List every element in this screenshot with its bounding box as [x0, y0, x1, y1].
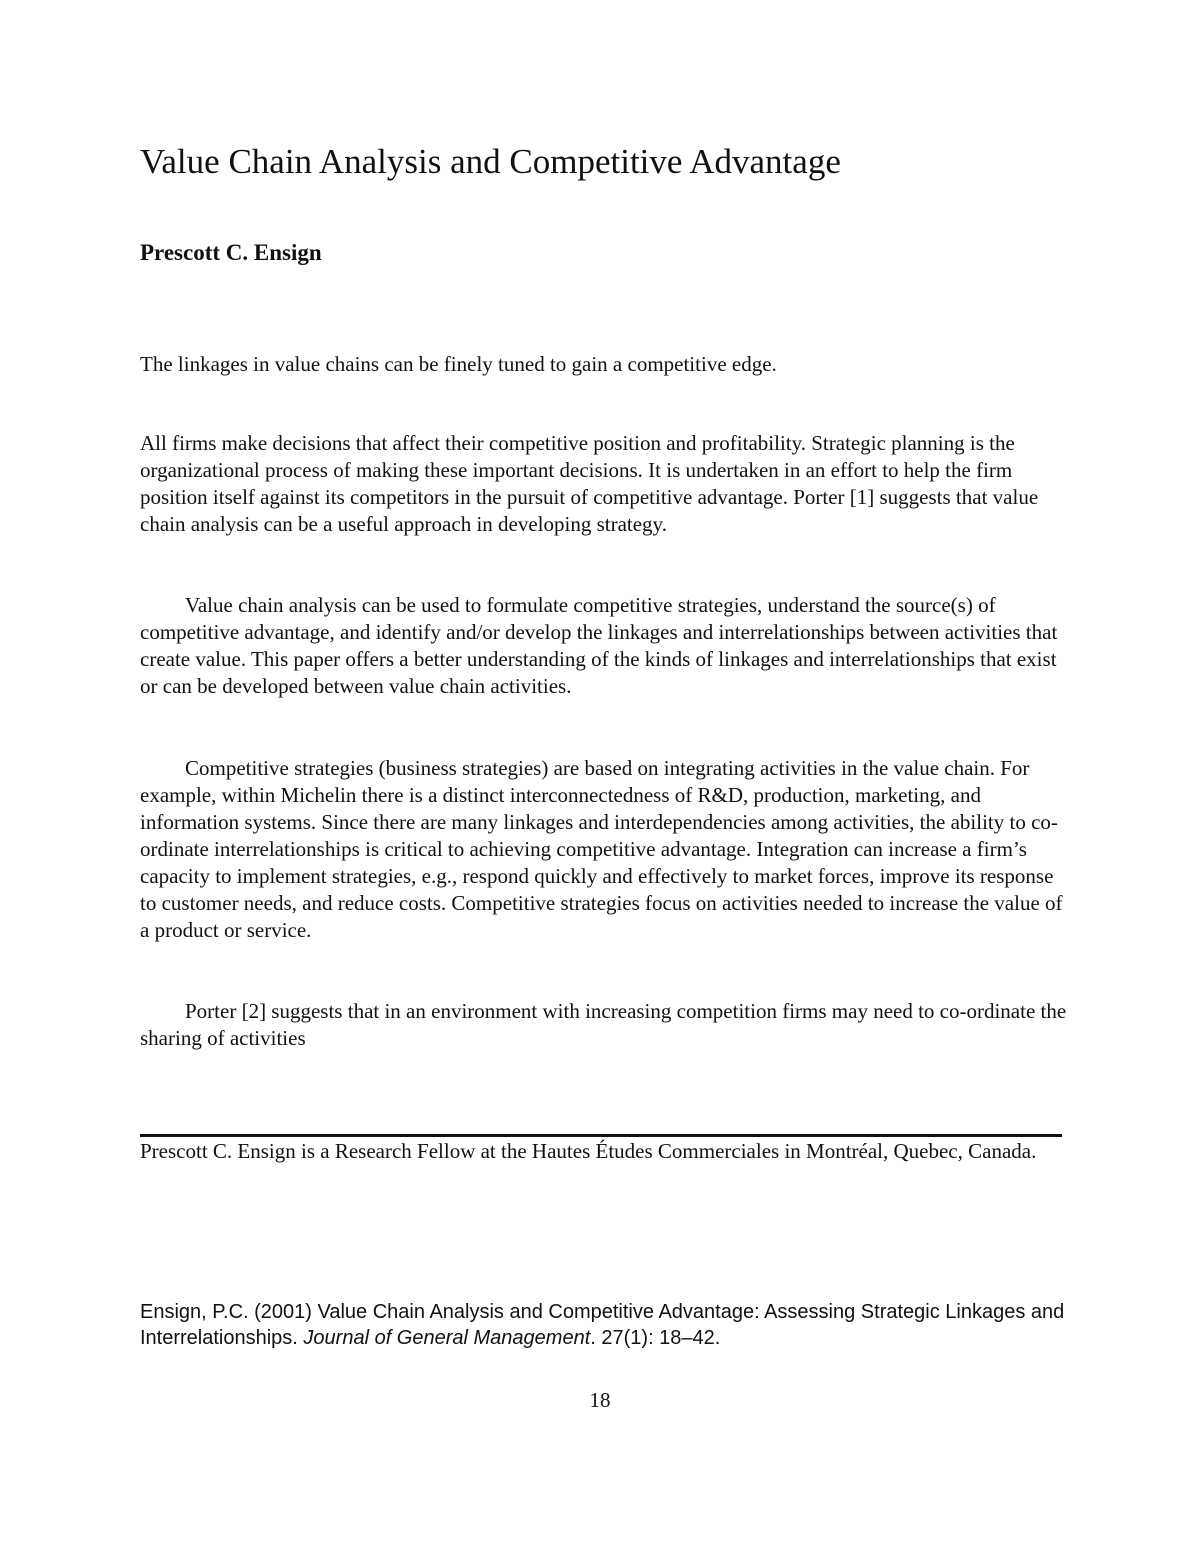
author-affiliation-footnote: Prescott C. Ensign is a Research Fellow at the Hautes Études Commerciales in Montréal, Quebec, Canada.	[140, 1139, 1037, 1163]
body-paragraph-1: All firms make decisions that affect their competitive position and profitability. Strategic planning is the organizational process of making these important decisions. It is undertaken in an effort to help the firm position itself against its competitors in the pursuit of competitive advantage. Porter [1] suggests that value chain analysis can be a useful approach in developing strategy.	[140, 431, 1039, 536]
page-number: 18	[589, 1388, 611, 1412]
journal-name: Journal of General Management	[303, 1327, 591, 1349]
citation-text: Ensign, P.C. (2001) Value Chain Analysis and Competitive Advantage: Assessing Strategic Linkages and Interrelationships.	[140, 1301, 1065, 1349]
author-name: Prescott C. Ensign	[140, 240, 322, 265]
lede-sentence: The linkages in value chains can be finely tuned to gain a competitive edge.	[140, 352, 777, 376]
citation-volume-pages: . 27(1): 18–42.	[590, 1327, 721, 1349]
body-paragraph-4: Porter [2] suggests that in an environment with increasing competition firms may need to co-ordinate the sharing of activities	[140, 999, 1067, 1050]
citation	[140, 1299, 1070, 1351]
article-title: Value Chain Analysis and Competitive Advantage	[140, 142, 841, 181]
body-paragraph-2: Value chain analysis can be used to formulate competitive strategies, understand the source(s) of competitive advantage, and identify and/or develop the linkages and interrelationships between activities that create value. This paper offers a better understanding of the kinds of linkages and interrelationships that exist or can be developed between value chain activities.	[140, 593, 1058, 698]
footnote-divider	[140, 1134, 1062, 1137]
body-paragraph-3: Competitive strategies (business strategies) are based on integrating activities in the value chain. For example, within Michelin there is a distinct interconnectedness of R&D, production, marketing, and information systems. Since there are many linkages and interdependencies among activities, the ability to co-ordinate interrelationships is critical to achieving competitive advantage. Integration can increase a firm’s capacity to implement strategies, e.g., respond quickly and effectively to market forces, improve its response to customer needs, and reduce costs. Competitive strategies focus on activities needed to increase the value of a product or service.	[140, 756, 1063, 942]
